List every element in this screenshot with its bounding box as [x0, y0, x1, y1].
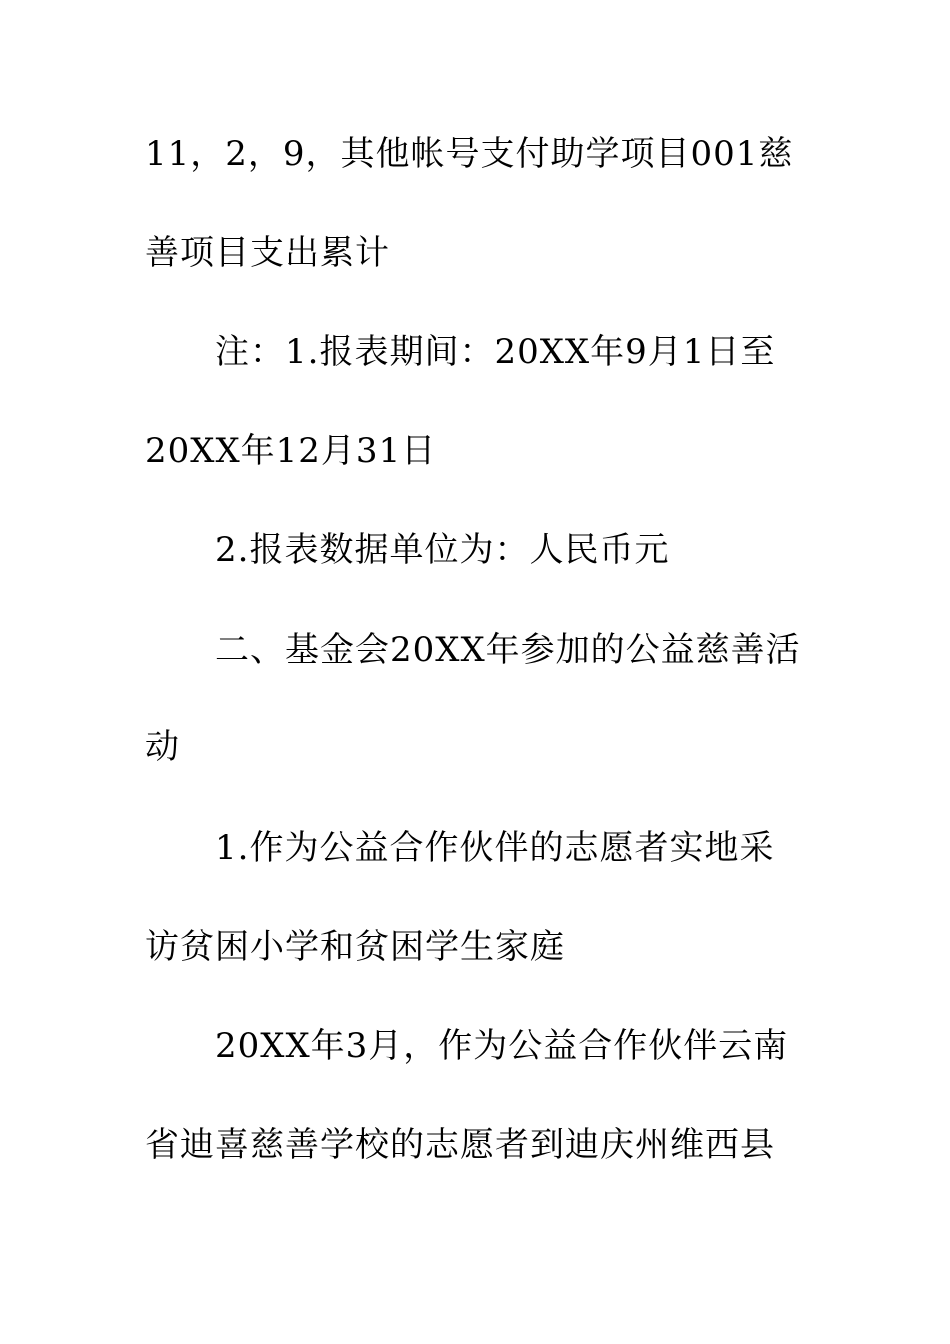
- section-heading: 二、基金会20XX年参加的公益慈善活: [215, 630, 801, 670]
- subsection-heading: 1.作为公益合作伙伴的志愿者实地采: [215, 828, 775, 868]
- note-line: 注：1.报表期间：20XX年9月1日至: [215, 332, 776, 372]
- text-line: 善项目支出累计: [145, 233, 390, 273]
- text-line: 11，2，9，其他帐号支付助学项目001慈: [145, 134, 794, 174]
- text-line: 省迪喜慈善学校的志愿者到迪庆州维西县: [145, 1125, 775, 1165]
- paragraph-line: 20XX年3月，作为公益合作伙伴云南: [215, 1026, 789, 1066]
- text-line: 20XX年12月31日: [145, 431, 437, 471]
- text-line: 访贫困小学和贫困学生家庭: [145, 927, 565, 967]
- text-line: 动: [145, 727, 180, 767]
- note-line: 2.报表数据单位为：人民币元: [215, 530, 670, 570]
